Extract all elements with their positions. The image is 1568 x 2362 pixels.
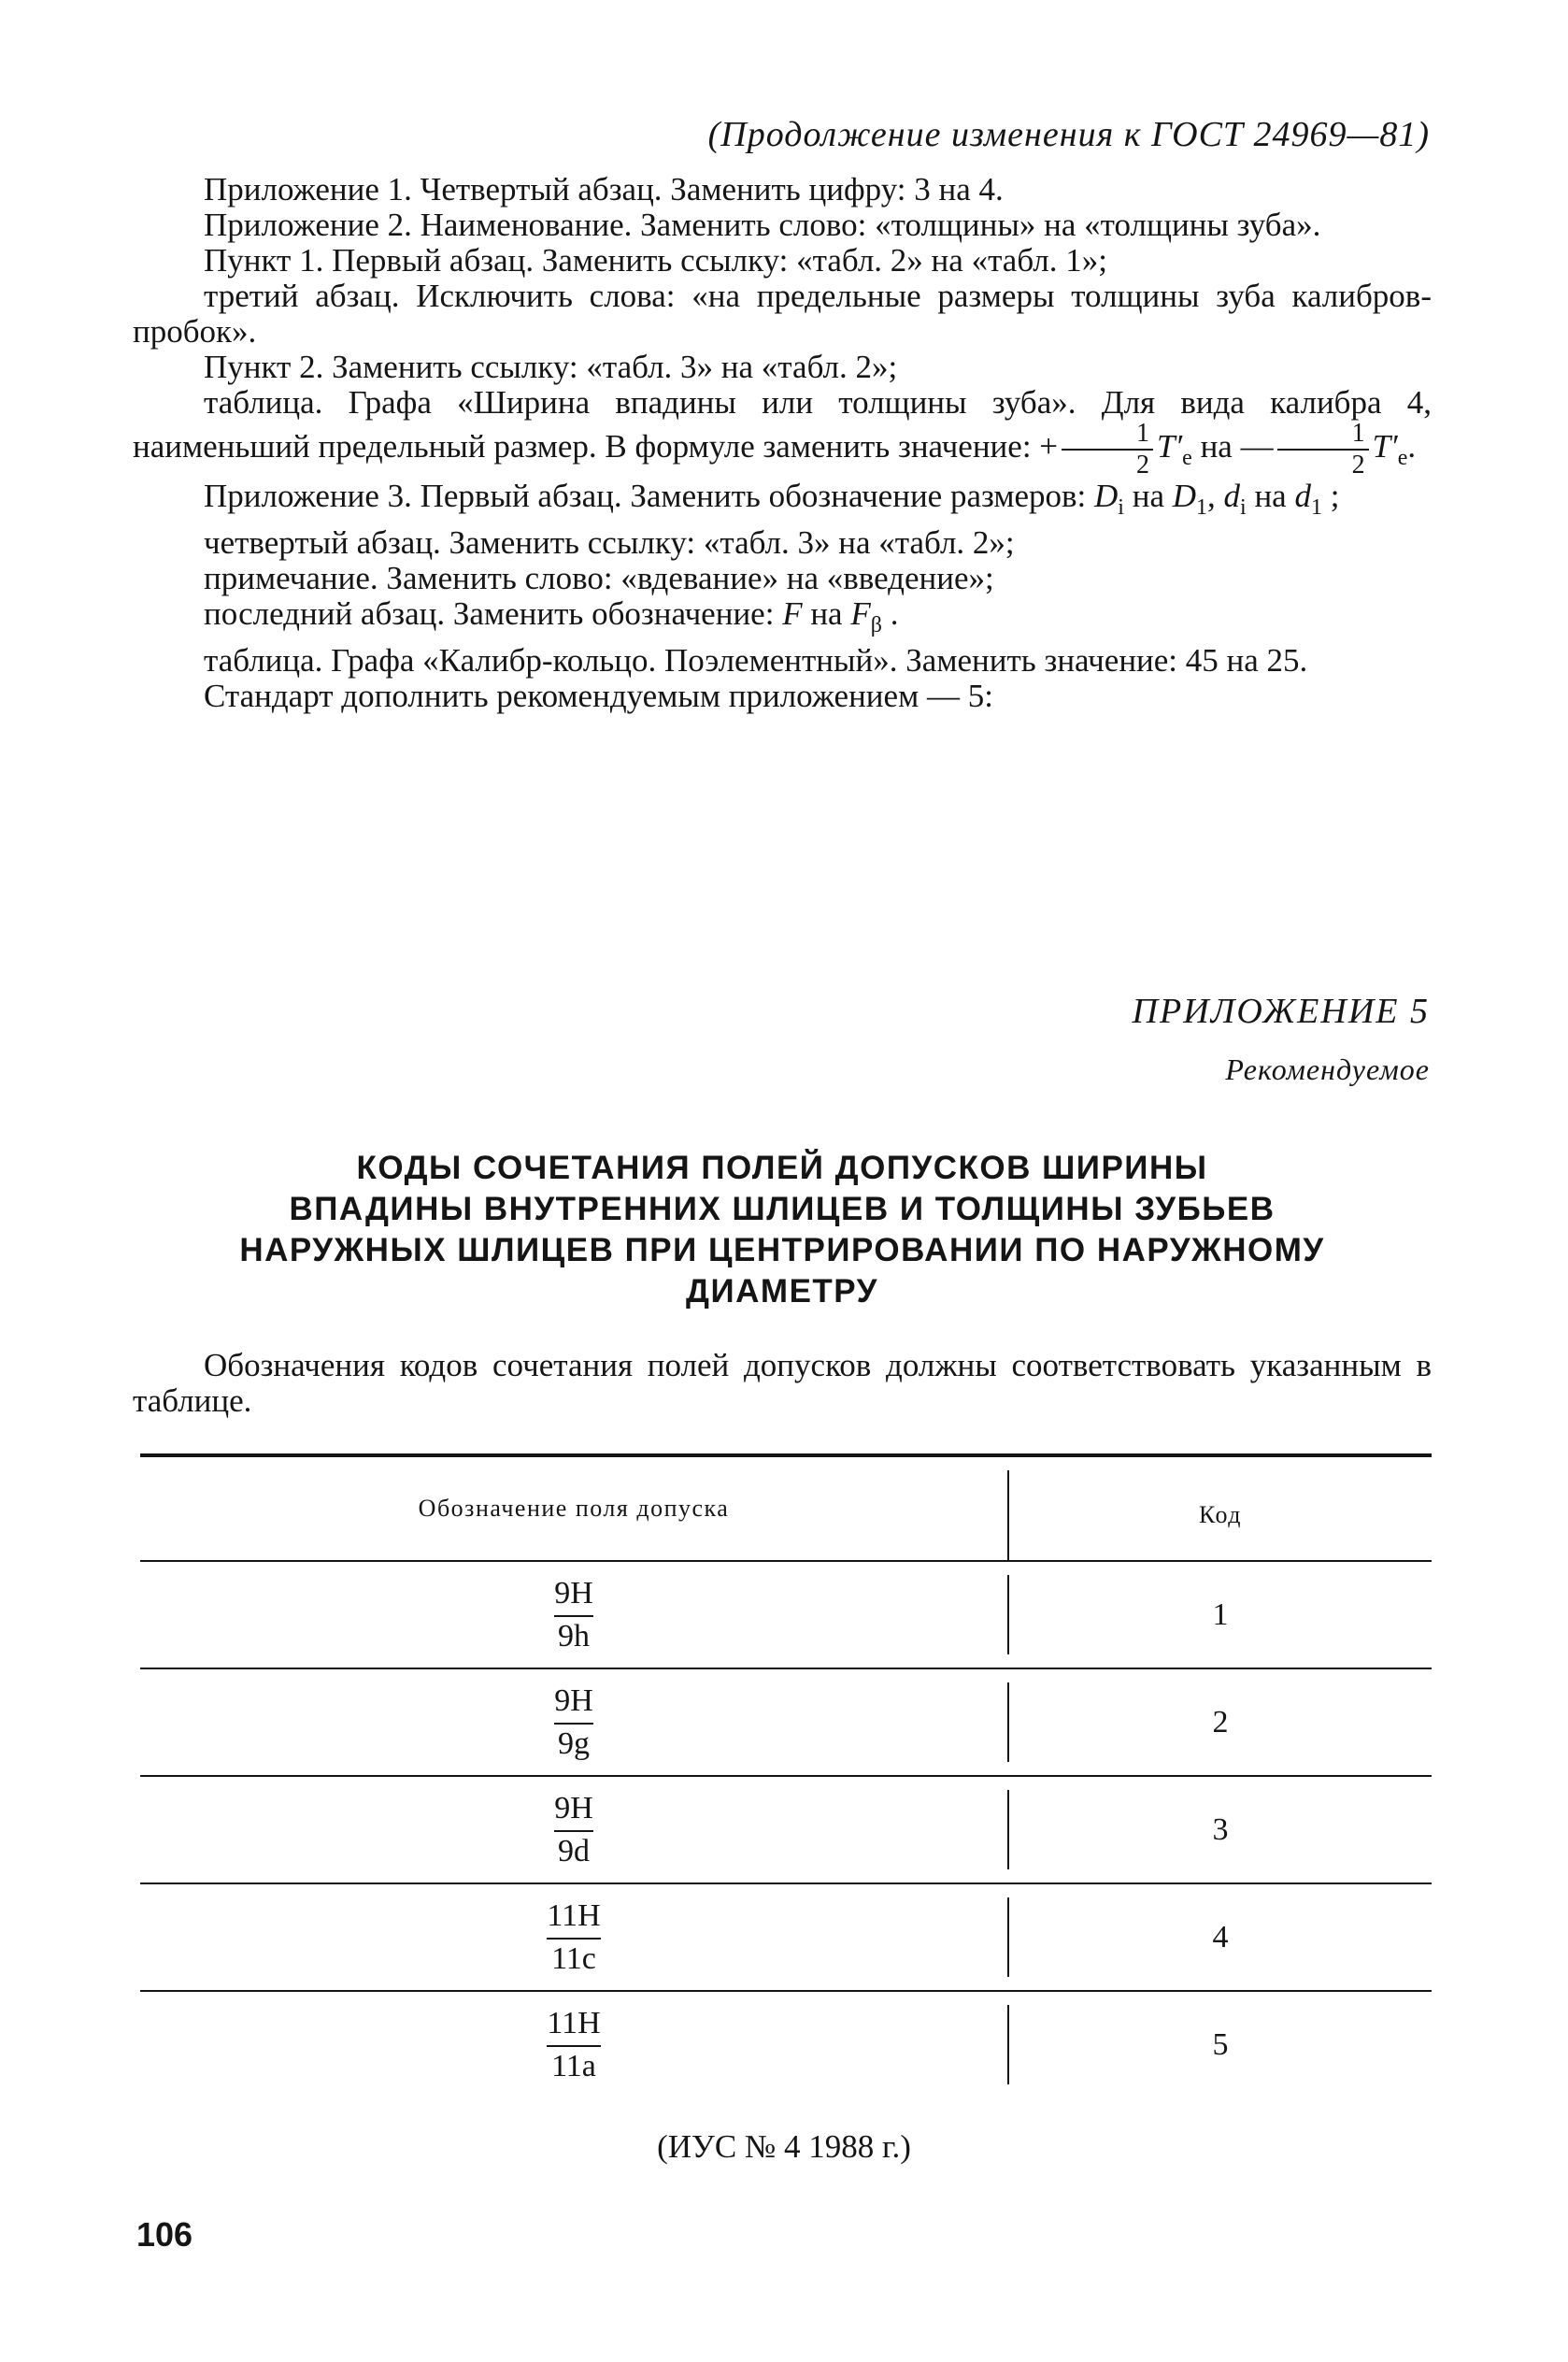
shaft-tolerance: 11a	[551, 2048, 596, 2083]
amendment-paragraph: Стандарт дополнить рекомендуемым приложением — 5:	[204, 678, 993, 714]
amendment-paragraph: Приложение 2. Наименование. Заменить слово: «толщины» на «толщины зуба».	[204, 207, 1321, 243]
subscript-beta: β	[870, 613, 882, 637]
title-line: ДИАМЕТРУ	[686, 1273, 878, 1310]
amendment-paragraph: Пункт 1. Первый абзац. Заменить ссылку: «табл. 2» на «табл. 1»;	[204, 242, 1107, 279]
amendment-paragraph-dimensions: Приложение 3. Первый абзац. Заменить обозначение размеров: $D_i$ на $D_1$, $d_i$ на $d_1$ ;	[204, 478, 1340, 520]
table-row	[140, 1562, 1432, 1668]
table-row	[140, 1669, 1432, 1775]
header-code: Код	[1007, 1470, 1432, 1560]
amendment-paragraph: таблица. Графа «Калибр-кольцо. Поэлементный». Заменить значение: 45 на 25.	[204, 642, 1308, 679]
fraction-bar	[547, 1938, 600, 1940]
tolerance-fraction	[547, 1897, 601, 1976]
fraction-bar	[547, 2045, 600, 2047]
symbol-f: F	[850, 595, 871, 632]
subscript-e: e	[1182, 446, 1192, 471]
symbol-t-prime: T′	[1157, 428, 1183, 465]
amendment-text	[133, 172, 1432, 714]
hole-tolerance: 11H	[547, 2005, 601, 2040]
shaft-tolerance: 9h	[558, 1618, 590, 1653]
amendment-paragraph: четвертый абзац. Заменить ссылку: «табл. 3» на «табл. 2»;	[204, 524, 1015, 561]
tolerance-fraction	[554, 1682, 593, 1761]
word-na: на	[1132, 478, 1164, 514]
minus-sign: —	[1240, 428, 1274, 465]
formula-text: таблица. Графа «Ширина впадины или толщины зуба». Для вида калибра 4, наименьший предельный размер. В формуле заменить значение:	[133, 384, 1432, 465]
title-line: ВПАДИНЫ ВНУТРЕННИХ ШЛИЦЕВ И ТОЛЩИНЫ ЗУБЬЕВ	[289, 1191, 1276, 1227]
designation-text: последний абзац. Заменить обозначение:	[204, 595, 775, 632]
fraction-numerator: 1	[1136, 419, 1150, 448]
fraction-numerator: 1	[1351, 419, 1365, 448]
subscript: i	[1118, 495, 1124, 520]
hole-tolerance: 11H	[547, 1897, 601, 1933]
semicolon: ;	[1330, 478, 1340, 514]
appendix-label	[1133, 991, 1430, 1087]
codes-table	[140, 1453, 1432, 2097]
fraction-bar	[554, 1830, 593, 1832]
symbol-t-prime: T′	[1372, 428, 1398, 465]
amendment-paragraph: Пункт 2. Заменить ссылку: «табл. 3» на «табл. 2»;	[204, 349, 898, 385]
fraction-half	[1277, 421, 1369, 479]
amendment-paragraph: примечание. Заменить слово: «вдевание» на «введение»;	[204, 560, 994, 596]
intro-paragraph: Обозначения кодов сочетания полей допусков должны соответствовать указанным в таблице.	[133, 1347, 1432, 1419]
symbol-d-lower: d	[1223, 478, 1241, 514]
subscript: 1	[1310, 495, 1322, 520]
page-number: 106	[136, 2215, 193, 2254]
code-cell: 3	[1007, 1790, 1432, 1869]
source-note: (ИУС № 4 1988 г.)	[657, 2128, 911, 2165]
tolerance-fraction	[554, 1575, 593, 1653]
word-na: на	[1200, 428, 1233, 465]
amendment-paragraph: Приложение 1. Четвертый абзац. Заменить цифру: 3 на 4.	[204, 171, 1004, 208]
fraction-half	[1062, 421, 1153, 479]
period: .	[890, 595, 899, 632]
code-cell: 1	[1007, 1575, 1432, 1654]
symbol-d-upper: D	[1172, 478, 1197, 514]
continuation-header: (Продолжение изменения к ГОСТ 24969—81)	[707, 115, 1430, 154]
code-cell: 4	[1007, 1897, 1432, 1977]
table-row	[140, 1884, 1432, 1990]
fraction-bar	[554, 1723, 593, 1725]
amendment-paragraph-designation	[133, 596, 1432, 643]
amendment-paragraph-formula	[133, 385, 1432, 479]
table-header-row	[140, 1457, 1432, 1560]
title-line: НАРУЖНЫХ ШЛИЦЕВ ПРИ ЦЕНТРИРОВАНИИ ПО НАРУЖНОМУ	[239, 1232, 1325, 1268]
shaft-tolerance: 9g	[558, 1725, 590, 1761]
amendment-paragraph: третий абзац. Исключить слова: «на предельные размеры толщины зуба калибров-пробок».	[133, 278, 1432, 350]
hole-tolerance: 9H	[554, 1790, 593, 1825]
table-row	[140, 1992, 1432, 2097]
word-na: на	[810, 595, 843, 632]
hole-tolerance: 9H	[554, 1682, 593, 1718]
code-cell: 5	[1007, 2005, 1432, 2084]
header-tolerance: Обозначение поля допуска	[418, 1495, 730, 1522]
symbol-d-upper: D	[1094, 478, 1119, 514]
fraction-bar	[554, 1615, 593, 1617]
hole-tolerance: 9H	[554, 1575, 593, 1610]
shaft-tolerance: 11c	[551, 1940, 596, 1976]
title-line: КОДЫ СОЧЕТАНИЯ ПОЛЕЙ ДОПУСКОВ ШИРИНЫ	[356, 1150, 1208, 1186]
subscript: 1	[1196, 495, 1208, 520]
subscript: i	[1240, 495, 1247, 520]
tolerance-fraction	[547, 2005, 601, 2083]
shaft-tolerance: 9d	[558, 1833, 590, 1868]
fraction-denominator: 2	[1136, 451, 1150, 480]
code-cell: 2	[1007, 1682, 1432, 1762]
symbol-f: F	[782, 595, 803, 632]
table-row	[140, 1777, 1432, 1882]
plus-sign: +	[1039, 428, 1059, 465]
period: .	[1407, 428, 1417, 465]
dimensions-text: Приложение 3. Первый абзац. Заменить обозначение размеров:	[204, 478, 1087, 514]
symbol-d-lower: d	[1294, 478, 1311, 514]
word-na: на	[1254, 478, 1287, 514]
subscript-e: e	[1397, 446, 1408, 471]
appendix-status: Рекомендуемое	[1225, 1052, 1430, 1086]
fraction-denominator: 2	[1351, 451, 1365, 480]
tolerance-fraction	[554, 1790, 593, 1868]
appendix-title	[133, 1148, 1432, 1312]
appendix-number: ПРИЛОЖЕНИЕ 5	[1132, 992, 1430, 1031]
